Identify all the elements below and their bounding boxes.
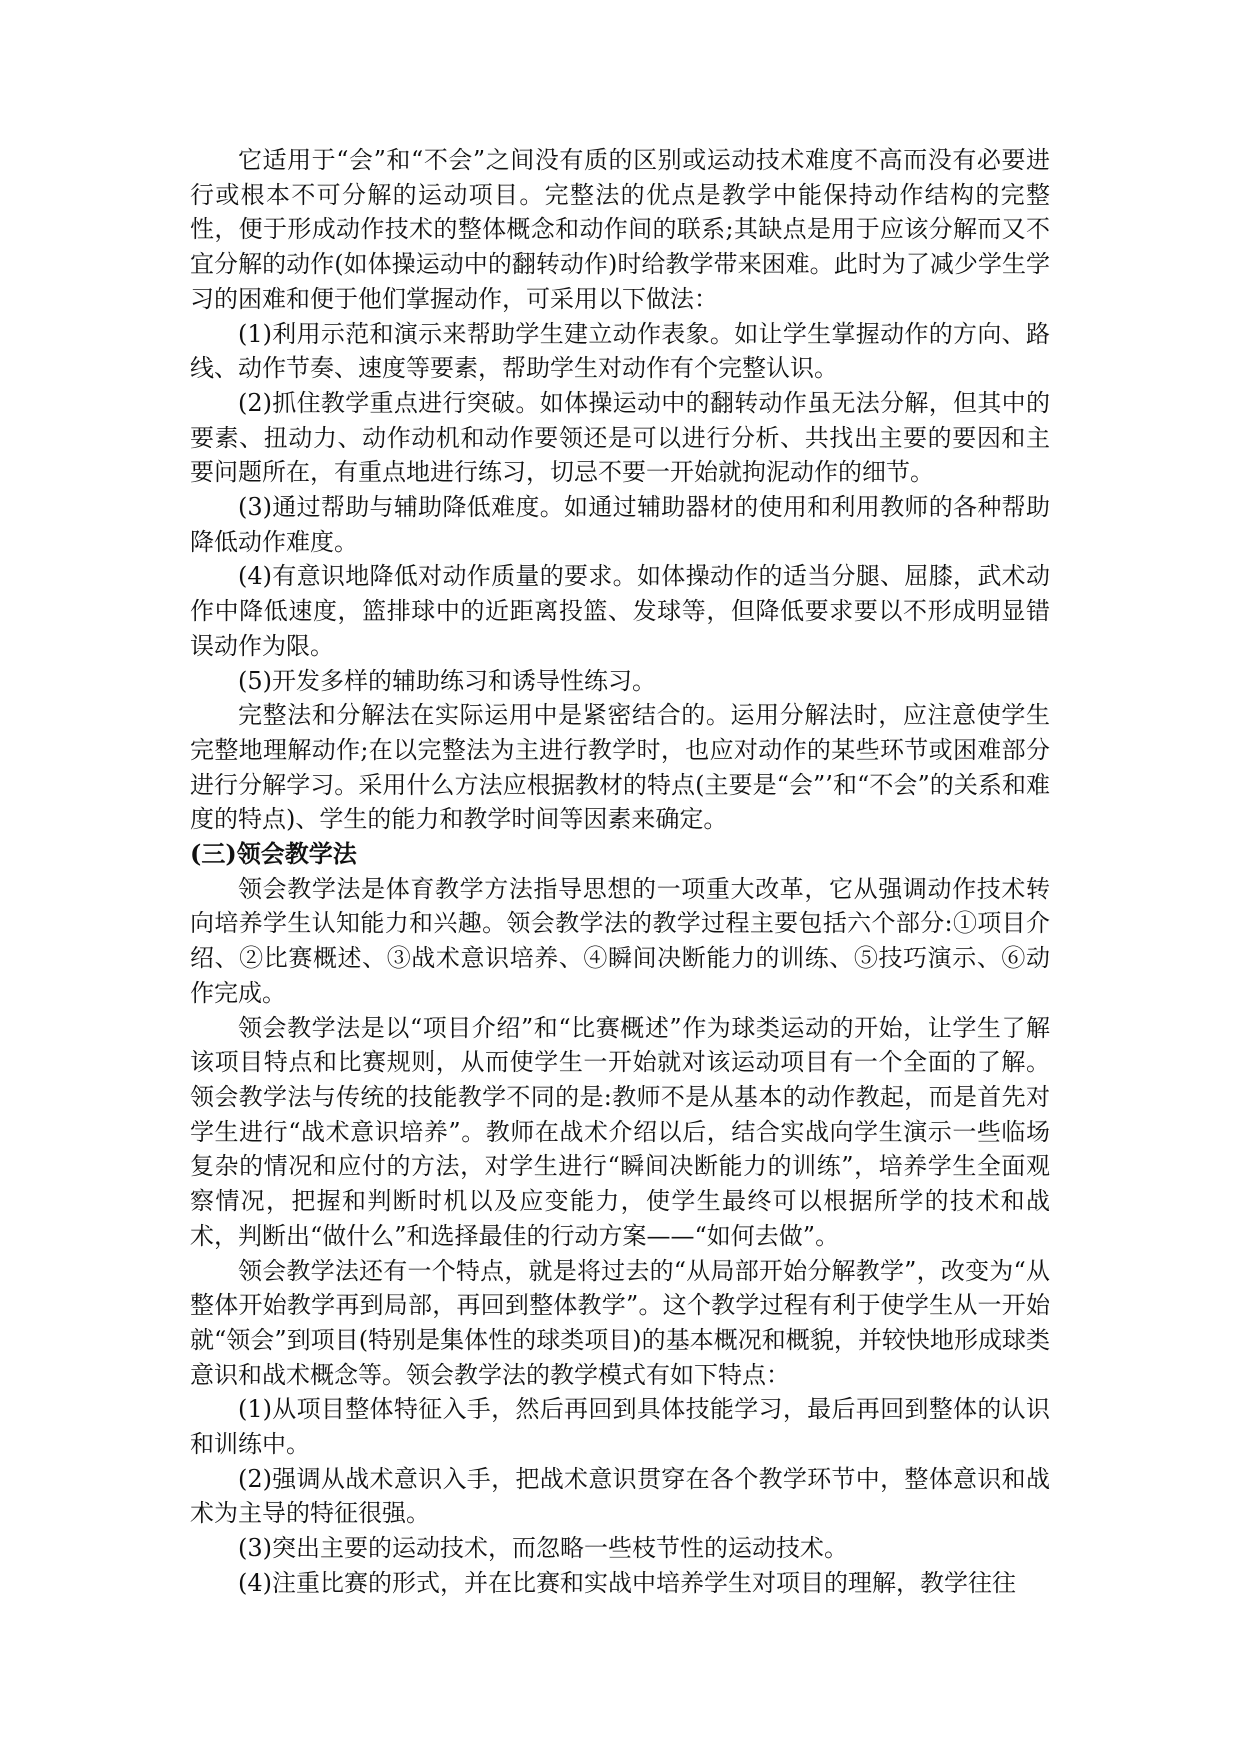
paragraph-point-3: (3)通过帮助与辅助降低难度。如通过辅助器材的使用和利用教师的各种帮助降低动作难度。 [190,493,1050,556]
paragraph-point-2: (2)抓住教学重点进行突破。如体操运动中的翻转动作虽无法分解，但其中的要素、扭动力、动作动机和动作要领还是可以进行分析、共找出主要的要因和主要问题所在，有重点地进行练习，切忌不要一开始就拘泥动作的细节。 [190,388,1050,487]
paragraph-point-5: (5)开发多样的辅助练习和诱导性练习。 [238,666,656,695]
paragraph-tgfu-point-4: (4)注重比赛的形式，并在比赛和实战中培养学生对项目的理解，教学往往 [238,1568,1016,1597]
paragraph-point-4: (4)有意识地降低对动作质量的要求。如体操动作的适当分腿、屈膝，武术动作中降低速度，篮排球中的近距离投篮、发球等，但降低要求要以不形成明显错误动作为限。 [190,562,1050,660]
paragraph-tgfu-point-1: (1)从项目整体特征入手，然后再回到具体技能学习，最后再回到整体的认识和训练中。 [190,1395,1050,1459]
document-page [190,143,1050,1601]
paragraph-tgfu-point-2: (2)强调从战术意识入手，把战术意识贯穿在各个教学环节中，整体意识和战术为主导的特征很强。 [190,1464,1050,1528]
paragraph-tgfu-feature: 领会教学法还有一个特点，就是将过去的“从局部开始分解教学”，改变为“从整体开始教学再到局部，再回到整体教学”。这个教学过程有利于使学生从一开始就“领会”到项目(特别是集体性的球类项目)的基本概况和概貌，并较快地形成球类意识和战术概念等。领会教学法的教学模式有如下特点： [190,1256,1050,1389]
paragraph-tgfu-point-3: (3)突出主要的运动技术，而忽略一些枝节性的运动技术。 [238,1534,848,1563]
paragraph-tgfu-intro: 领会教学法是体育教学方法指导思想的一项重大改革，它从强调动作技术转向培养学生认知能力和兴趣。领会教学法的教学过程主要包括六个部分:①项目介绍、②比赛概述、③战术意识培养、④瞬间决断能力的训练、⑤技巧演示、⑥动作完成。 [190,874,1050,1007]
paragraph-point-1: (1)利用示范和演示来帮助学生建立动作表象。如让学生掌握动作的方向、路线、动作节奏、速度等要素，帮助学生对动作有个完整认识。 [190,319,1050,383]
section-heading: (三)领会教学法 [190,839,357,869]
paragraph-tgfu-process: 领会教学法是以“项目介绍”和“比赛概述”作为球类运动的开始，让学生了解该项目特点和比赛规则，从而使学生一开始就对该运动项目有一个全面的了解。领会教学法与传统的技能教学不同的是:教师不是从基本的动作教起，而是首先对学生进行“战术意识培养”。教师在战术介绍以后，结合实战向学生演示一些临场复杂的情况和应付的方法，对学生进行“瞬间决断能力的训练”，培养学生全面观察情况，把握和判断时机以及应变能力，使学生最终可以根据所学的技术和战术，判断出“做什么”和选择最佳的行动方案——“如何去做”。 [190,1013,1050,1250]
paragraph-whole-method-intro: 它适用于“会”和“不会”之间没有质的区别或运动技术难度不高而没有必要进行或根本不可分解的运动项目。完整法的优点是教学中能保持动作结构的完整性，便于形成动作技术的整体概念和动作间的联系;其缺点是用于应该分解而又不宜分解的动作(如体操运动中的翻转动作)时给教学带来困难。此时为了减少学生学习的困难和便于他们掌握动作，可采用以下做法： [190,146,1050,313]
paragraph-whole-part-combination: 完整法和分解法在实际运用中是紧密结合的。运用分解法时，应注意使学生完整地理解动作;在以完整法为主进行教学时，也应对动作的某些环节或困难部分进行分解学习。采用什么方法应根据教材的特点(主要是“会”’和“不会”的关系和难度的特点)、学生的能力和教学时间等因素来确定。 [190,701,1050,834]
